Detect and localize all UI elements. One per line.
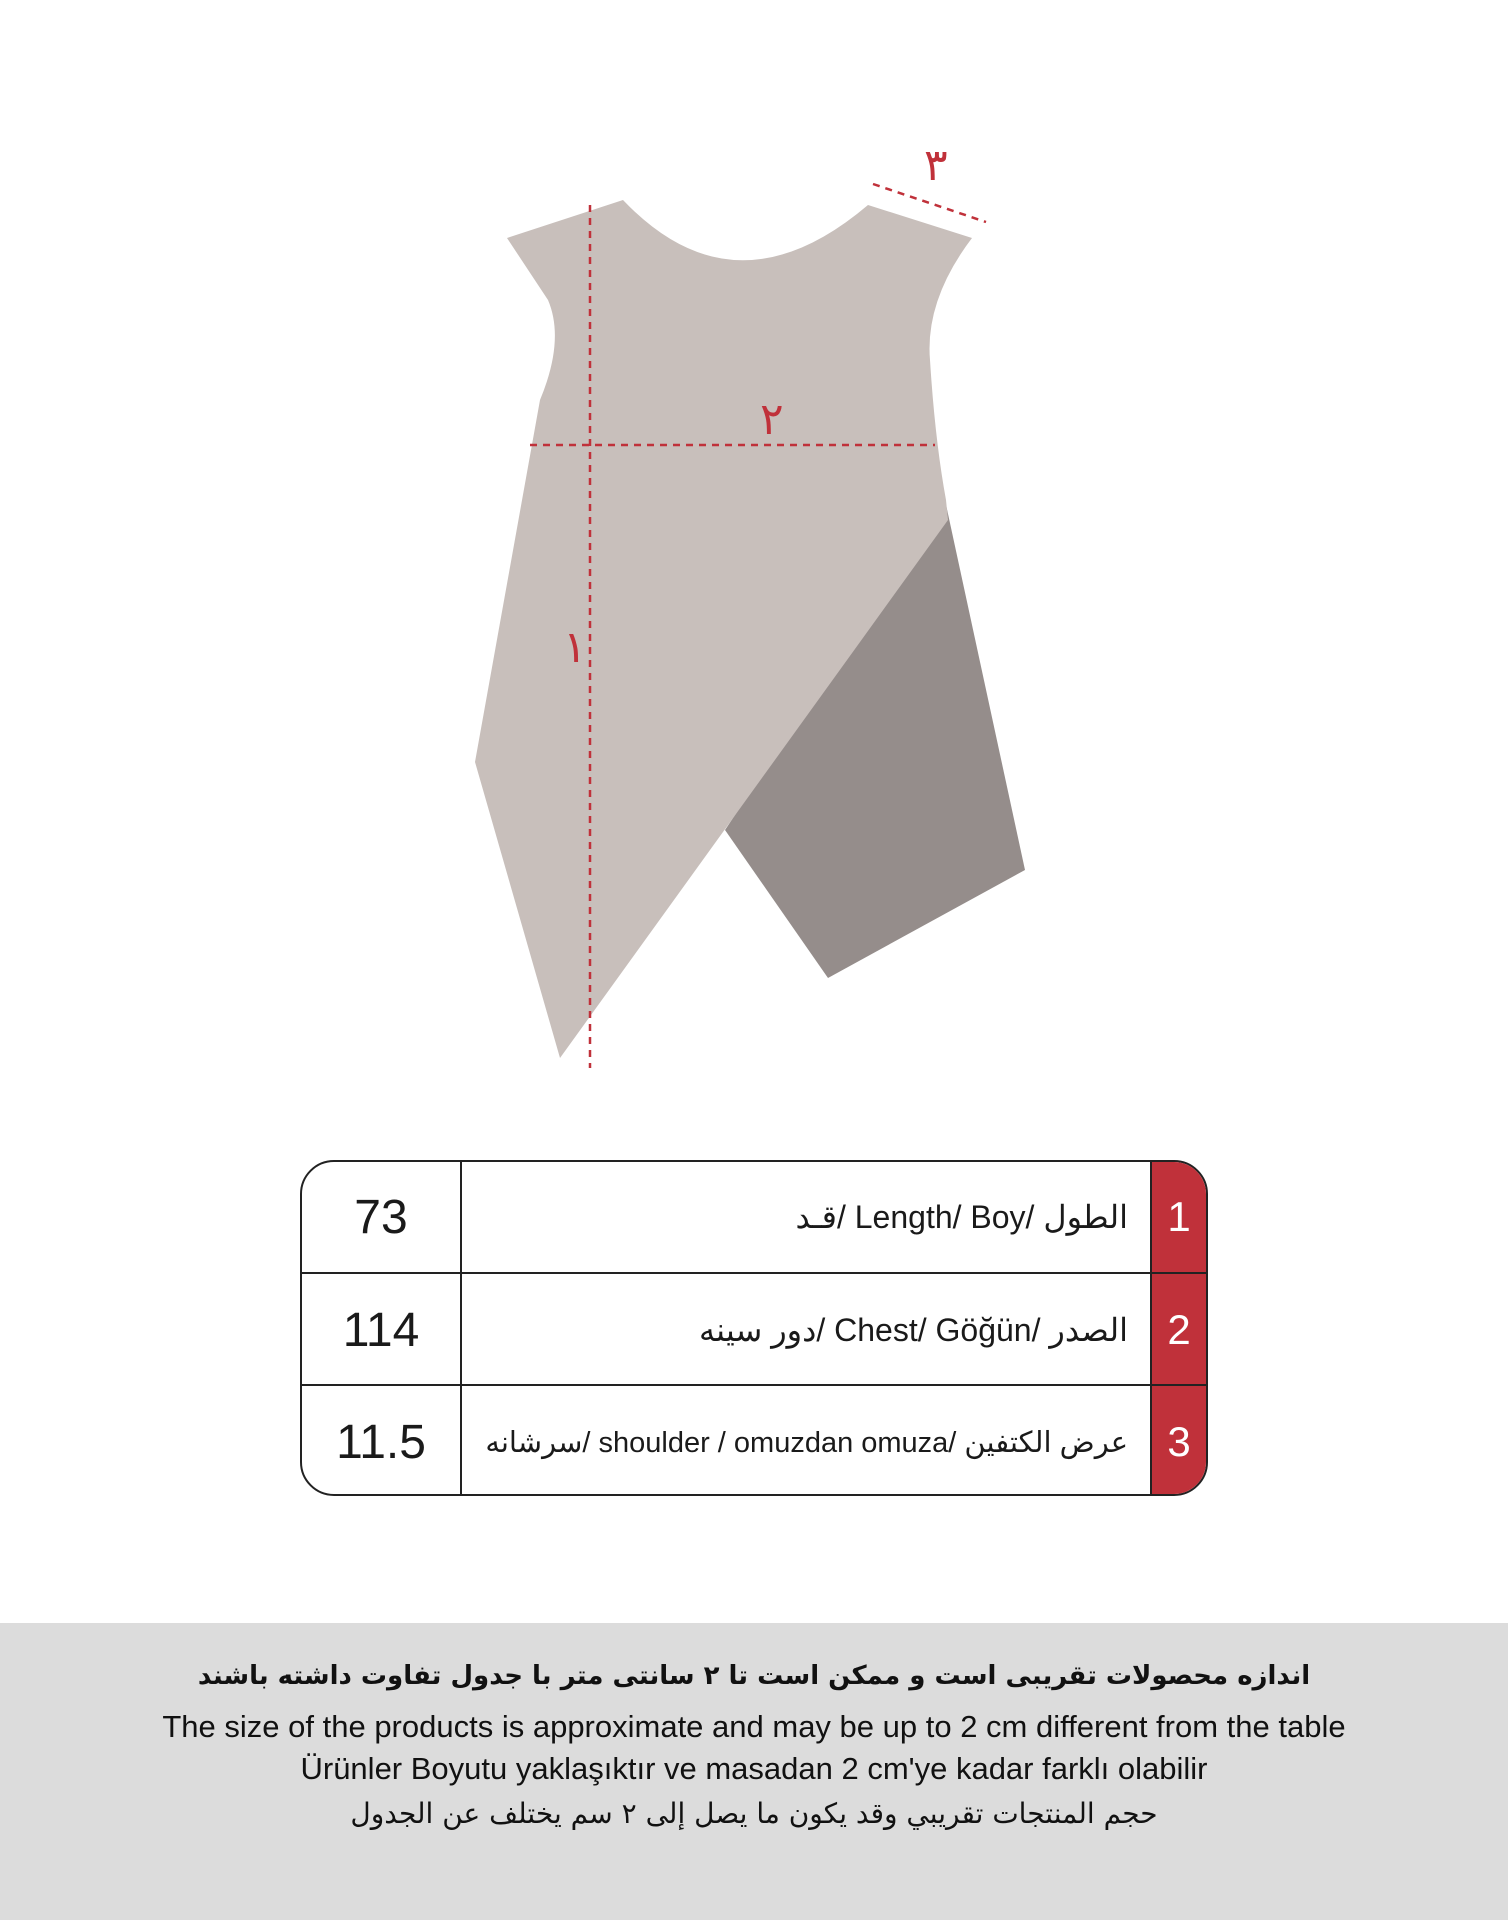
table-row: [302, 1384, 1206, 1496]
length-label: ١: [563, 622, 587, 673]
disclaimer-turkish: Ürünler Boyutu yaklaşıktır ve masadan 2 cm'ye kadar farklı olabilir: [300, 1751, 1208, 1786]
chest-value: 114: [302, 1274, 462, 1386]
shoulder-label: ٣: [924, 140, 948, 191]
size-disclaimer: [0, 1623, 1508, 1920]
disclaimer-persian: اندازه محصولات تقریبی است و ممکن است تا ۲ سانتی متر با جدول تفاوت داشته باشند: [197, 1661, 1311, 1691]
disclaimer-arabic: حجم المنتجات تقريبي وقد يكون ما يصل إلى ٢ سم يختلف عن الجدول: [350, 1797, 1158, 1830]
disclaimer-english: The size of the products is approximate and may be up to 2 cm different from the table: [162, 1709, 1346, 1744]
size-table: [300, 1160, 1208, 1496]
row-number: 3: [1152, 1386, 1206, 1496]
length-value: 73: [302, 1162, 462, 1272]
row-number: 1: [1152, 1162, 1206, 1272]
chest-label: ٢: [760, 394, 784, 445]
chest-label-text: دور سینه/ Chest/ Göğün/ الصدر: [462, 1274, 1152, 1386]
shoulder-value: 11.5: [302, 1386, 462, 1496]
row-number: 2: [1152, 1274, 1206, 1386]
table-row: [302, 1162, 1206, 1272]
length-label-text: قـد/ Length/ Boy/ الطول: [462, 1162, 1152, 1272]
shoulder-label-text: سرشانه/ shoulder / omuzdan omuza/ عرض الكتفين: [462, 1386, 1152, 1496]
table-row: [302, 1272, 1206, 1386]
